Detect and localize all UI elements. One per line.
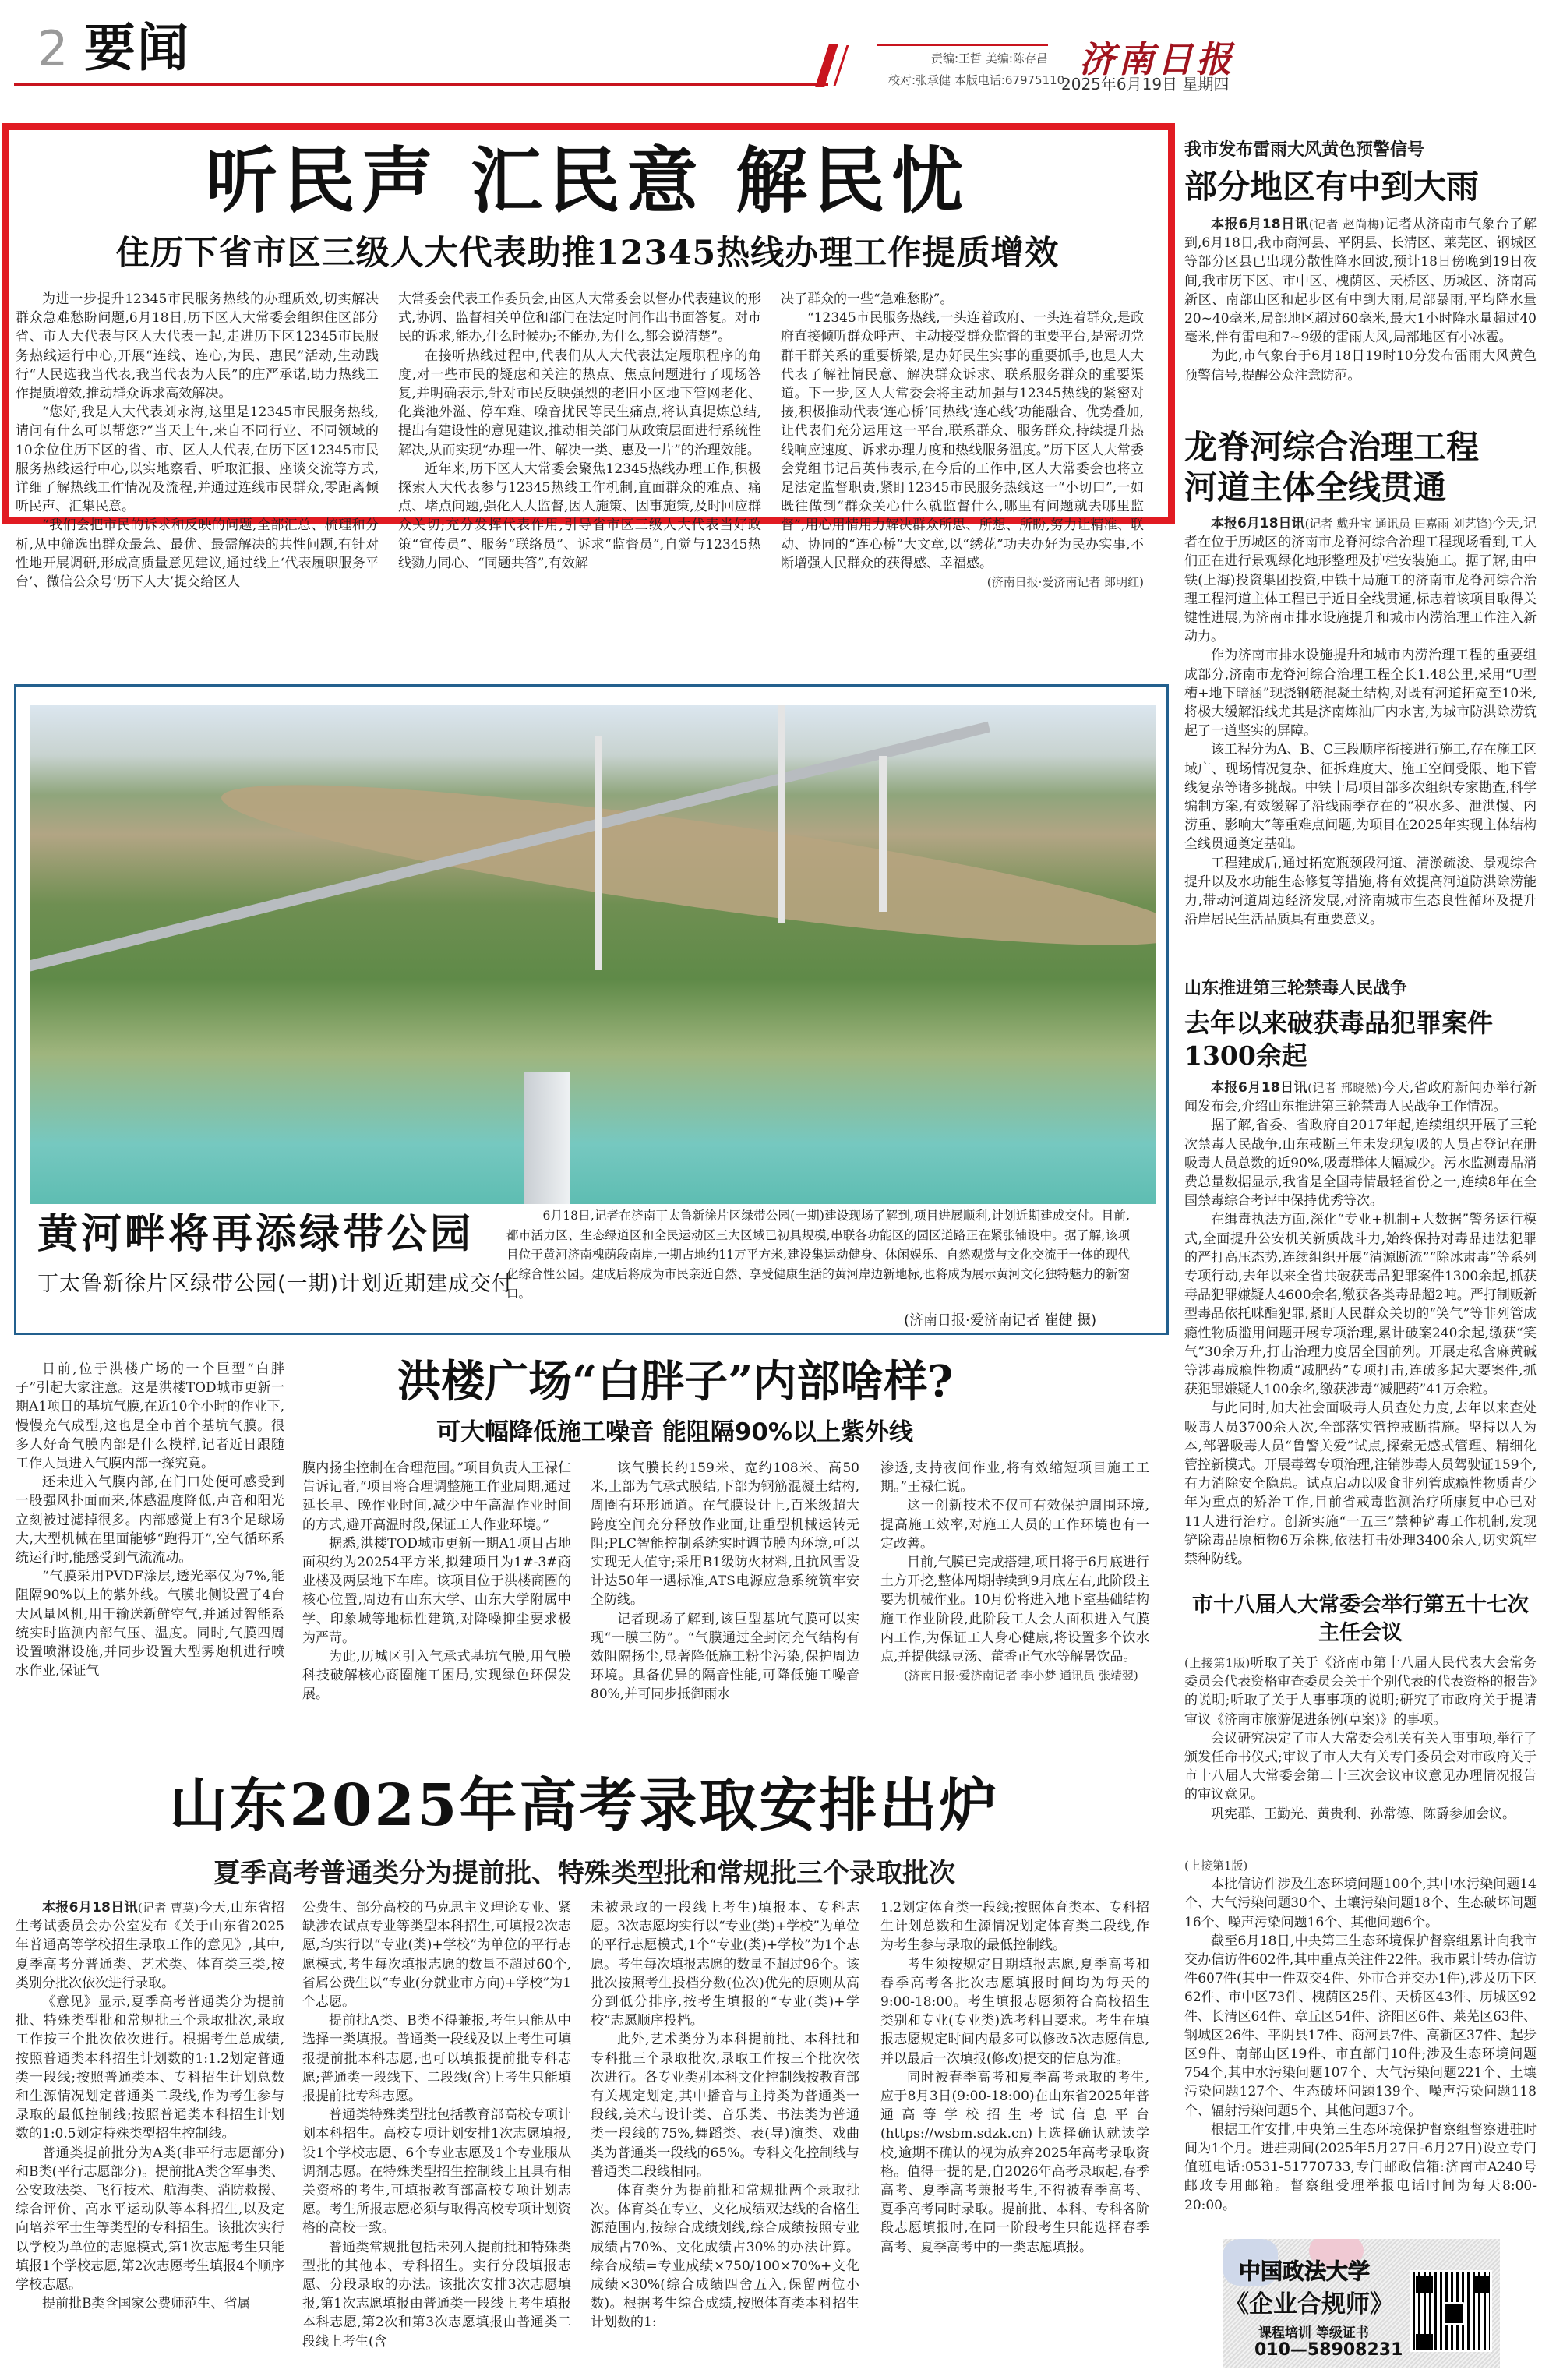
paragraph: 还未进入气膜内部,在门口处便可感受到一股强风扑面而来,体感温度降低,声音和阳光立刻被过滤掉很多。内部感觉上有3个足球场大,大型机械在里面能够“跑得开”,空气循环系统运行时,能感受到气流流动。	[16, 1474, 284, 1566]
paragraph: “气膜采用PVDF涂层,透光率仅为7%,能阻隔90%以上的紫外线。气膜北侧设置了4台大风量风机,用于输送新鲜空气,并通过智能系统实时监测内部气压、温度。同时,气膜四周设置喷淋设施,并同步设置大型雾炮机进行喷水作业,保证气	[16, 1569, 284, 1679]
paragraph: 该工程分为A、B、C三段顺序衔接进行施工,存在施工区域广、现场情况复杂、征拆难度大、施工空间受限、地下管线复杂等诸多挑战。中铁十局项目部多次组织专家勘查,科学编制方案,有效缓解了沿线雨季存在的“积水多、泄洪慢、内涝重、影响大”等重难点问题,为项目在2025年实现主体结构全线贯通奠定基础。	[1184, 742, 1537, 853]
newspaper-logo: 济南日报	[1079, 38, 1235, 80]
paragraph: 1.2划定体育类一段线;按照体育类本、专科招生计划总数和生源情况划定体育类二段线,作为考生参与录取的最低控制线。	[880, 1900, 1149, 1954]
paragraph: 巩宪群、王勤光、黄贵利、孙常德、陈爵参加会议。	[1211, 1806, 1515, 1822]
paragraph: 在缉毒执法方面,深化“专业+机制+大数据”警务运行模式,全面提升公安机关新质战斗力,始终保持对毒品违法犯罪的严打高压态势,连续组织开展“清源断流”“除冰肃毒”等系列专项行动,去年以来全省共破获毒品犯罪案件1300余起,抓获毒品犯罪嫌疑人4600余名,缴获各类毒品超2吨。严打制贩新型毒品依托咪酯犯罪,紧盯人民群众关切的“笑气”等非列管成瘾性物质滥用问题开展专项治理,累计破案240余起,缴获“笑气”30余万升,打击治理力度居全国前列。开展走私含麻黄碱等涉毒成瘾性物质“减肥药”专项打击,连破多起大要案件,抓获犯罪嫌疑人100余名,缴获涉毒“减肥药”41万余粒。	[1184, 1212, 1537, 1398]
paragraph: 会议研究决定了市人大常委会机关有关人事事项,举行了颁发任命书仪式;审议了市人大有关专门委员会对市政府关于市十八届人大常委会第二十三次会议审议意见办理情况报告的审议意见。	[1184, 1730, 1537, 1803]
paragraph: 普通类特殊类型批包括教育部高校专项计划本科招生。高校专项计划安排1次志愿填报,设1个学校志愿、6个专业志愿及1个专业服从调剂志愿。在特殊类型招生控制线上且具有相关资格的考生,可填报教育部高校专项计划志愿。考生所报志愿必须与取得高校专项计划资格的高校一致。	[302, 2107, 571, 2237]
paragraph: 此外,艺术类分为本科提前批、本科批和专科批三个录取批次,录取工作按三个批次依次进行。各专业类别本科文化控制线按教育部有关规定划定,其中播音与主持类为普通类一段线,美术与设计类、音乐类、书法类为普通类一段线的75%,舞蹈类、表(导)演类、戏曲类为普通类一段线的65%。专科文化控制线与普通类二段线相同。	[591, 2032, 859, 2180]
advertisement[interactable]	[1223, 2239, 1500, 2368]
gaokao-column-3	[591, 1898, 859, 2332]
paragraph: 据悉,洪楼TOD城市更新一期A1项目占地面积约为20254平方米,拟建项目为1#-3#商业楼及两层地下车库。该项目位于洪楼商圈的核心位置,周边有山东大学、山东大学附属中学、印象城等地标性建筑,对降噪抑尘要求极为严苛。	[302, 1535, 571, 1646]
lead-story-column-1	[16, 290, 379, 591]
aerial-park-photo	[30, 705, 1156, 1204]
lead-text: 今天,山东省招生考试委员会办公室发布《关于山东省2025年普通高等学校招生录取工作的意见》,其中,夏季高考分普通类、艺术类、体育类三类,按类别分批次依次进行录取。	[16, 1900, 284, 1991]
paragraph: 目前,气膜已完成搭建,项目将于6月底进行土方开挖,整体周期持续到9月底左右,此阶段主要为机械作业。10月份将进入地下室基础结构施工作业阶段,此阶段工人会大面积进入气膜内工作,为保证工人身心健康,将设置多个饮水点,并提供绿豆汤、藿香正气水等解暑饮品。	[880, 1555, 1149, 1665]
paragraph: 膜内扬尘控制在合理范围。”项目负责人王禄仁告诉记者,“项目将合理调整施工作业周期,通过延长早、晚作业时间,减少中午高温作业时间的方式,避开高温时段,保证工人作业环境。”	[302, 1460, 571, 1533]
gaokao-column-2	[302, 1898, 571, 2351]
paragraph: 决了群众的一些“急难愁盼”。	[781, 291, 954, 307]
weather-kicker: 我市发布雷雨大风黄色预警信号	[1184, 140, 1425, 160]
page-number: 2	[37, 20, 69, 77]
masthead-top-rule	[877, 44, 1048, 46]
lead-story-column-3	[781, 290, 1144, 591]
paragraph: 本批信访件涉及生态环境问题100个,其中水污染问题14个、大气污染问题30个、土壤污染问题18个、生态破坏问题16个、噪声污染问题16个、其他问题6个。	[1184, 1877, 1537, 1930]
qr-code-icon[interactable]	[1410, 2270, 1492, 2352]
gaokao-column-4	[880, 1898, 1149, 2257]
paragraph: 《意见》显示,夏季高考普通类分为提前批、特殊类型批和常规批三个录取批次,录取工作按三个批次依次进行。根据考生总成绩,按照普通类本科招生计划数的1:1.2划定普通类一段线;按照普通类本、专科招生计划总数和生源情况划定普通类二段线,作为考生参与录取的最低控制线;按照普通类本科招生计划数的1:0.5划定特殊类型招生控制线。	[16, 1994, 284, 2142]
reporter: (记者 邢晓然)	[1307, 1081, 1382, 1095]
paragraph: 工程建成后,通过拓宽瓶颈段河道、清淤疏浚、景观综合提升以及水功能生态修复等措施,将有效提高河道防洪除涝能力,带动河道周边经济发展,对济南城市生态良性循环及提升沿岸居民生活品质具有重要意义。	[1184, 855, 1537, 928]
continued-marker: (上接第1版)	[1184, 1859, 1248, 1873]
lead-text: 听取了关于《济南市第十八届人民代表大会常务委员会代表资格审查委员会关于个别代表的代表资格的报告》的说明;听取了关于人事事项的说明;研究了市政府关于提请审议《济南市旅游促进条例(草案)》的事项。	[1184, 1655, 1537, 1728]
continued-marker: (上接第1版)	[1184, 1656, 1251, 1670]
paragraph: 记者现场了解到,该巨型基坑气膜可以实现“一膜三防”。“气膜通过全封闭充气结构有效阻隔扬尘,显著降低施工粉尘污染,保护周边环境。具备优异的隔音性能,可降低施工噪音80%,并可同步抵御雨水	[591, 1611, 859, 1703]
river-headline-line-2: 河道主体全线贯通	[1184, 468, 1447, 507]
ad-university-name: 中国政法大学	[1239, 2258, 1371, 2284]
paragraph: 大常委会代表工作委员会,由区人大常委会以督办代表建议的形式,协调、监督相关单位和部门在法定时间作出书面答复。对市民的诉求,能办,什么时候办;不能办,为什么,都会说清楚”。	[398, 291, 761, 345]
balloon-headline: 洪楼广场“白胖子”内部啥样?	[397, 1356, 954, 1407]
gaokao-subheadline: 夏季高考普通类分为提前批、特殊类型批和常规批三个录取批次	[213, 1858, 955, 1889]
lead-story-column-2	[398, 290, 761, 573]
paragraph: “您好,我是人大代表刘永海,这里是12345市民服务热线,请问有什么可以帮您?”当天上午,来自不同行业、不同领域的10余位住历下区的省、市、区人大代表,在历下区12345市民服务热线运行中心,以实地察看、听取汇报、座谈交流等方式,详细了解热线工作情况及流程,并通过连线市民群众,零距离倾听民声、汇集民意。	[16, 404, 379, 515]
dateline: 本报6月18日讯	[1211, 1080, 1308, 1096]
dateline: 本报6月18日讯	[1211, 217, 1309, 232]
lead-text: 今天,省政府新闻办举行新闻发布会,介绍山东推进第三轮禁毒人民战争工作情况。	[1184, 1080, 1537, 1115]
paragraph: 普通类常规批包括未列入提前批和特殊类型批的其他本、专科招生。实行分段填报志愿、分段录取的办法。该批次安排3次志愿填报,第1次志愿填报由普通类一段线上考生填报本科志愿,第2次和第3次志愿填报由普通类二段线上考生(含	[302, 2239, 571, 2350]
balloon-subheadline: 可大幅降低施工噪音 能阻隔90%以上紫外线	[436, 1418, 913, 1446]
bridge-pylon	[879, 756, 887, 912]
paragraph: 截至6月18日,中央第三生态环境保护督察组累计向我市交办信访件602件,其中重点关注件22件。我市累计转办信访件607件(其中一件双交4件、外市合并交办1件),涉及历下区62件、市中区73件、槐荫区25件、天桥区43件、历城区92件、长清区64件、章丘区54件、济阳区6件、莱芜区63件、钢城区26件、平阴县17件、商河县7件、高新区37件、起步区9件、南部山区19件、市直部门10件;涉及生态环境问题754个,其中水污染问题107个、大气污染问题221个、土壤污染问题127个、生态破坏问题139个、噪声污染问题118个、辐射污染问题5个、其他问题37个。	[1184, 1933, 1537, 2119]
bridge-pylon	[595, 736, 602, 970]
paragraph: 为此,历城区引入气承式基坑气膜,用气膜科技破解核心商圈施工困局,实现绿色环保发展。	[302, 1649, 571, 1703]
paragraph: “我们会把市民的诉求和反映的问题,全部汇总、梳理和分析,从中筛选出群众最急、最优、最需解决的共性问题,有针对性地开展调研,形成高质量意见建议,通过线上‘代表履职服务平台’、微信公众号‘历下人大’提交给区人	[16, 517, 379, 591]
paragraph: 该气膜长约159米、宽约108米、高50米,上部为气承式膜结,下部为钢筋混凝土结构,周圈有环形通道。在气膜设计上,百米级超大跨度空间充分释放作业面,让重型机械运转无阻;PLC智能控制系统实时调节膜内环境,可以实现无人值守;采用B1级防火材料,且抗风雪设计达50年一遇标准,ATS电源应急系统筑牢安全防线。	[591, 1460, 859, 1608]
photo-credit: (济南日报·爱济南记者 崔健 摄)	[904, 1312, 1097, 1329]
gaokao-column-1	[16, 1898, 284, 2313]
river-headline-line-1: 龙脊河综合治理工程	[1184, 428, 1480, 466]
photo-caption	[506, 1206, 1130, 1304]
observation-tower	[524, 1072, 570, 1204]
proofreader-credits: 校对:张承健 本版电话:67975110	[888, 73, 1065, 87]
paragraph: 根据工作安排,中央第三生态环境保护督察组督察进驻时间为1个月。进驻期间(2025年5月27日-6月27日)设立专门值班电话:0531-51770733,专门邮政信箱:济南市A240号邮政专用邮箱。督察组受理举报电话时间为每天8:00-20:00。	[1184, 2121, 1537, 2213]
paragraph: 体育类分为提前批和常规批两个录取批次。体育类在专业、文化成绩双达线的合格生源范围内,按综合成绩划线,综合成绩按照专业成绩占70%、文化成绩占30%的办法计算。综合成绩=专业成绩×750/100×70%+文化成绩×30%(综合成绩四舍五入,保留两位小数)。根据考生综合成绩,按照体育类本科招生计划数的1:	[591, 2183, 859, 2331]
ad-phone: 010—58908231	[1254, 2340, 1403, 2360]
paragraph: 同时被春季高考和夏季高考录取的考生,应于8月3日(9:00-18:00)在山东省2025年普通高等学校招生考试信息平台(https://wsbm.sdzk.cn)上选择确认就读学校,逾期不确认的视为放弃2025年高考录取资格。值得一提的是,自2026年高考录取起,春季高考、夏季高考兼报考生,不得被春季高考、夏季高考同时录取。提前批、本科、专科各阶段志愿填报时,在同一阶段考生只能选择春季高考、夏季高考中的一类志愿填报。	[880, 2069, 1149, 2255]
balloon-story-column-3	[591, 1459, 859, 1704]
reporter: (记者 曹莫)	[137, 1901, 199, 1915]
paragraph: 近年来,历下区人大常委会聚焦12345热线办理工作,积极探索人大代表参与12345热线工作机制,直面群众的难点、痛点、堵点问题,强化人大监督,因人施策、因事施策,及时回应群众关切;充分发挥代表作用,引导省市区三级人大代表当好政策“宣传员”、服务“联络员”、诉求“监督员”,自觉与12345热线勠力同心、“同题共答”,有效解	[398, 461, 761, 571]
paragraph: 渗透,支持夜间作业,将有效缩短项目施工工期。”王禄仁说。	[880, 1460, 1149, 1495]
ad-tagline: 课程培训 等级证书	[1258, 2325, 1369, 2341]
paragraph: 普通类提前批分为A类(非平行志愿部分)和B类(平行志愿部分)。提前批A类含军事类、公安政法类、飞行技术、航海类、消防救援、综合评价、高水平运动队等本科招生,以及定向培养军士生等类型的专科招生。该批次实行以学校为单位的志愿模式,第1次志愿考生只能填报1个学校志愿,第2次志愿考生填报4个顺序学校志愿。	[16, 2145, 284, 2293]
drug-article	[1184, 977, 1537, 1569]
balloon-story-column-2	[302, 1459, 571, 1704]
drug-kicker: 山东推进第三轮禁毒人民战争	[1184, 979, 1408, 998]
lead-text: 记者从济南市气象台了解到,6月18日,我市商河县、平阴县、长清区、莱芜区、钢城区等部分区县已出现分散性降水回波,预计18日傍晚到19日夜间,我市历下区、市中区、槐荫区、天桥区、历城区、济南高新区、南部山区和起步区有中到大雨,局部暴雨,平均降水量20~40毫米,局部地区超过60毫米,最大1小时降水量超过40毫米,伴有雷电和7~9级的雷雨大风,局部地区有小冰雹。	[1184, 217, 1537, 346]
photo-feature-headline: 黄河畔将再添绿带公园	[37, 1210, 475, 1258]
npc-meeting-article	[1184, 1591, 1537, 1824]
lead-text: 今天,记者在位于历城区的济南市龙脊河综合治理工程现场看到,工人们正在进行景观绿化地形整理及护栏安装施工。据了解,由中铁(上海)投资集团投资,中铁十局施工的济南市龙脊河综合治理工程河道主体工程已于近日全线贯通,标志着该项目取得关键性进展,为济南市排水设施提升和城市内涝治理工作注入新动力。	[1184, 516, 1537, 645]
paragraph: 与此同时,加大社会面吸毒人员查处力度,去年以来查处吸毒人员3700余人次,全部落实管控戒断措施。坚持以人为本,部署吸毒人员“鲁警关爱”试点,探索无感式管理、精细化管控新模式。开展毒驾专项治理,注销涉毒人员驾驶证159个,有力消除安全隐患。试点启动以吸食非列管成瘾性物质青少年为重点的矫治工作,目前省戒毒监测治疗所康复中心已对11人进行治疗。创新实施“一五三”禁种铲毒工作机制,发现铲除毒品原植物6万余株,依法打击处理3400余人,切实筑牢禁种防线。	[1184, 1400, 1537, 1568]
section-title: 要闻	[84, 18, 190, 78]
river-article	[1184, 427, 1537, 929]
gaokao-headline: 山东2025年高考录取安排出炉	[169, 1772, 1000, 1839]
bridge-pylon	[778, 705, 785, 923]
reporter: (记者 戴升宝 通讯员 田嘉雨 刘艺锋)	[1304, 517, 1493, 531]
balloon-story-column-1	[16, 1360, 284, 1680]
issue-date: 2025年6月19日 星期四	[1061, 75, 1230, 94]
lead-byline: (济南日报·爱济南记者 郎明红)	[986, 575, 1144, 590]
paragraph: 公费生、部分高校的马克思主义理论专业、紧缺涉农试点专业等类型本科招生,可填报2次志愿,均实行以“专业(类)+学校”为单位的平行志愿模式,考生每次填报志愿的数量不超过60个,省属公费生以“专业(分就业市方向)+学校”为1个志愿。	[302, 1900, 571, 2011]
paragraph: 日前,位于洪楼广场的一个巨型“白胖子”引起大家注意。这是洪楼TOD城市更新一期A1项目的基坑气膜,在近10个小时的作业下,慢慢充气成型,这也是全市首个基坑气膜。很多人好奇气膜内部是什么模样,记者近日跟随工作人员进入气膜内部一探究竟。	[16, 1361, 284, 1472]
paragraph: 提前批A类、B类不得兼报,考生只能从中选择一类填报。普通类一段线及以上考生可填报提前批本科志愿,也可以填报提前批专科志愿;普通类一段线下、二段线(含)上考生只能填报提前批专科志愿。	[302, 2013, 571, 2105]
paragraph: 未被录取的一段线上考生)填报本、专科志愿。3次志愿均实行以“专业(类)+学校”为单位的平行志愿模式,1个“专业(类)+学校”为1个志愿。考生每次填报志愿的数量不超过96个。该批次按照考生投档分数(位次)优先的原则从高分到低分排序,按考生填报的“专业(类)+学校”志愿顺序投档。	[591, 1900, 859, 2029]
ad-course-name: 《企业合规师》	[1225, 2290, 1394, 2318]
reporter: (记者 赵尚梅)	[1308, 217, 1385, 231]
lead-headline: 听民声 汇民意 解民忧	[205, 139, 970, 223]
npc-meeting-headline: 市十八届人大常委会举行第五十七次主任会议	[1192, 1593, 1529, 1645]
paragraph: “12345市民服务热线,一头连着政府、一头连着群众,是政府直接倾听群众呼声、主动接受群众监督的重要平台,是密切党群干群关系的重要桥梁,是办好民生实事的重要抓手,也是人大代表了解社情民意、解决群众诉求、联系服务群众的重要渠道。下一步,区人大常委会将主动加强与12345热线的紧密对接,积极推动代表‘连心桥’同热线‘连心线’功能融合、优势叠加,让代表们充分运用这一平台,联系群众、服务群众,持续提升热线响应速度、诉求办理力度和热线服务温度。”历下区人大常委会党组书记吕英伟表示,在今后的工作中,区人大常委会也将立足法定监督职责,紧盯12345市民服务热线这一“小切口”,一如既往做到“群众关心什么就监督什么,哪里有问题就去哪里监督”,用心用情用力解决群众所思、所想、所盼,努力让精准、联动、协同的“连心桥”大文章,以“绣花”功夫办好为民办实事,不断增强人民群众的获得感、幸福感。	[781, 310, 1144, 571]
paragraph: 考生须按规定日期填报志愿,夏季高考和春季高考各批次志愿填报时间均为每天的9:00-18:00。考生填报志愿须符合高校招生类别和专业(专业类)选考科目要求。考生在填报志愿规定时间内最多可以修改5次志愿信息,并以最后一次填报(修改)提交的信息为准。	[880, 1956, 1149, 2067]
balloon-story-column-4	[880, 1459, 1149, 1685]
paragraph: 据了解,省委、省政府自2017年起,连续组织开展了三轮次禁毒人民战争,山东戒断三年未发现复吸的人员占登记在册吸毒人员总数的近90%,吸毒群体大幅减少。污水监测毒品消费总量数据显示,我省是全国毒情最轻省份之一,连续8年在全国禁毒综合考评中保持优秀等次。	[1184, 1118, 1537, 1209]
weather-article	[1184, 139, 1537, 385]
drug-headline: 去年以来破获毒品犯罪案件1300余起	[1184, 1008, 1493, 1071]
caption-text: 6月18日,记者在济南丁太鲁新徐片区绿带公园(一期)建设现场了解到,项目进展顺利,计划近期建成交付。目前,都市活力区、生态绿道区和全民运动区三大区域已初具规模,串联各功能区的园区道路正在紧张铺设中。据了解,该项目位于黄河济南槐荫段南岸,一期占地约11万平方米,建设集运动健身、休闲娱乐、自然观赏与文化交流于一体的现代化综合性公园。建成后将成为市民亲近自然、享受健康生活的黄河岸边新地标,也将成为展示黄河文化独特魅力的新窗口。	[506, 1209, 1130, 1301]
paragraph: 提前批B类含国家公费师范生、省属	[42, 2296, 251, 2312]
inspection-article	[1184, 1856, 1537, 2215]
paragraph: 为此,市气象台于6月18日19时10分发布雷雨大风黄色预警信号,提醒公众注意防范。	[1184, 348, 1537, 383]
photo-feature-subheadline: 丁太鲁新徐片区绿带公园(一期)计划近期建成交付	[37, 1272, 514, 1296]
masthead-rule	[14, 83, 828, 86]
dateline: 本报6月18日讯	[1211, 516, 1305, 531]
lead-subheadline: 住历下省市区三级人大代表助推12345热线办理工作提质增效	[115, 234, 1060, 273]
weather-headline: 部分地区有中到大雨	[1184, 168, 1480, 206]
paragraph: 这一创新技术不仅可有效保护周围环境,提高施工效率,对施工人员的工作环境也有一定改善。	[880, 1498, 1149, 1552]
balloon-byline: (济南日报·爱济南记者 李小梦 通讯员 张靖翌)	[904, 1668, 1138, 1683]
paragraph: 为进一步提升12345市民服务热线的办理质效,切实解决群众急难愁盼问题,6月18日,历下区人大常委会组织住区部分省、市人大代表与区人大代表一起,走进历下区12345市民服务热线运行中心,开展“连线、连心,为民、惠民”活动,生动践行“人民选我当代表,我当代表为人民”的庄严承诺,助力热线工作提质增效,推动群众诉求高效解决。	[16, 291, 379, 402]
dateline: 本报6月18日讯	[42, 1900, 138, 1916]
editor-credits: 责编:王哲 美编:陈存昌	[931, 51, 1048, 65]
yellow-river	[215, 755, 1156, 976]
paragraph: 作为济南市排水设施提升和城市内涝治理工程的重要组成部分,济南市龙脊河综合治理工程全长1.48公里,采用“U型槽+地下暗涵”现浇钢筋混凝土结构,对既有河道拓宽至10米,将极大缓解沿线尤其是济南炼油厂内水害,为城市防洪除涝筑起了一道坚实的屏障。	[1184, 648, 1537, 740]
paragraph: 在接听热线过程中,代表们从人大代表法定履职程序的角度,对一些市民的疑虑和关注的热点、焦点问题进行了现场答复,并明确表示,针对市民反映强烈的老旧小区地下管网老化、化粪池外溢、停车难、噪音扰民等民生痛点,将认真提炼总结,提出有建设性的意见建议,推动相关部门从政策层面进行系统性解决,从而实现“办理一件、解决一类、惠及一片”的治理效能。	[398, 348, 761, 458]
